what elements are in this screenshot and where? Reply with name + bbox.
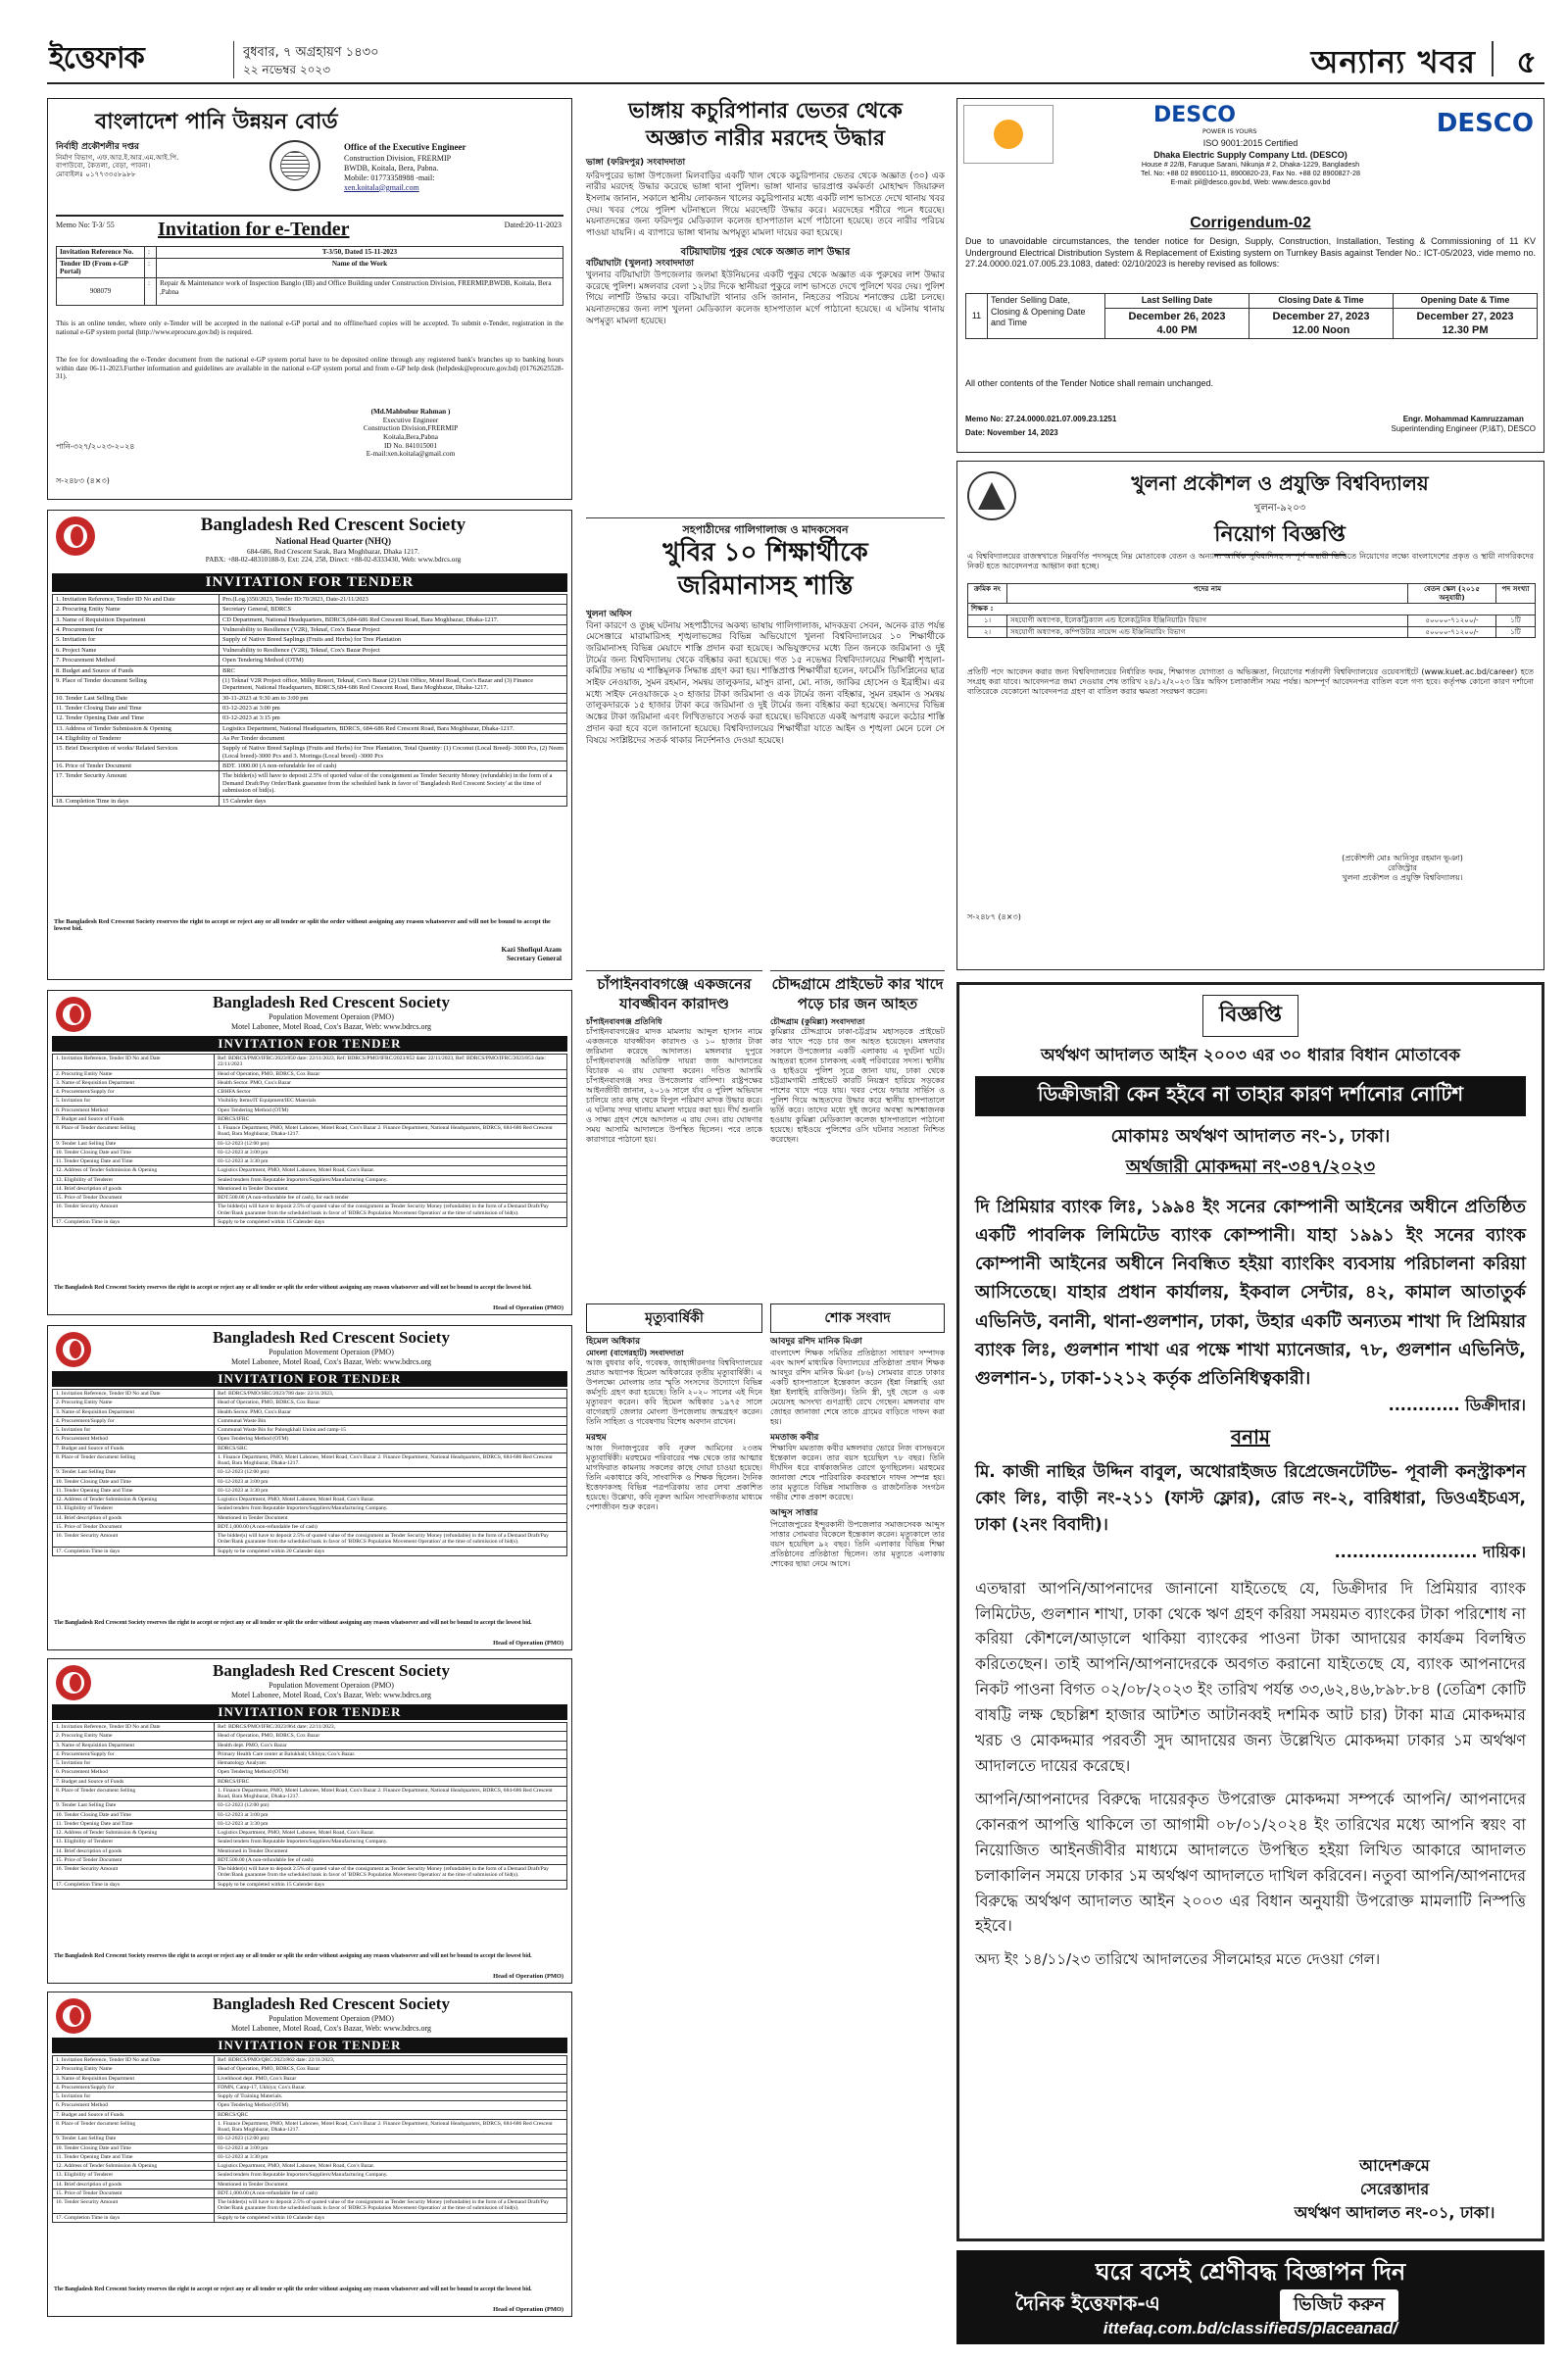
bwdb-dept-sub: নির্মাণ বিভাগ, এফ.আর.ই.আর.এম.আই.পি. <box>56 152 179 162</box>
pmo-table-row: 10. Tender Closing Date and Time 03-12-2023 at 3:00 pm <box>53 1148 567 1156</box>
pmo-table-row: 13. Eligibility of Tenderer Sealed tenders from Reputable Importers/Suppliers/Manufacturing Company. <box>53 1175 567 1184</box>
news-bhanga <box>586 98 945 510</box>
bwdb-addr-bn: বাপাউবো, কৈতলা, বেড়া, পাবনা। <box>56 161 151 171</box>
kuet-sign-title: রেজিস্ট্রার <box>1388 863 1417 872</box>
pmo-table <box>52 1389 567 1556</box>
desco-title: Corrigendum-02 <box>1190 215 1311 231</box>
classified-visit-button[interactable]: ভিজিট করুন <box>1280 2289 1398 2322</box>
bwdb-tender-ad <box>47 98 572 500</box>
pmo-sub: Population Movement Operaion (PMO) <box>269 1681 394 1690</box>
obit-body: বাংলাদেশ শিক্ষক সমিতির প্রতিষ্ঠাতা সাধারণ সম্পাদক এবং আদর্শ মাধ্যমিক বিদ্যালয়ের প্রতিষ্ঠাতা প্রধান শিক্ষক আবদুর রশিদ মানিক মিঞা (৮৬) সোমবার রাতে ঢাকার একটি হাসপাতালে ইন্তেকাল করেন (ইন্না লিল্লাহি ওয়া ইন্না ইলাইহি রাজিউন)। তিনি স্ত্রী, দুই ছেলে ও এক মেয়েসহ অসংখ্য গুণগ্রাহী রেখে গেছেন। মঙ্গলবার বাদ জোহর জানাজা শেষে তাকে গ্রামের বাড়িতে দাফন করা হয়। <box>770 1348 945 1426</box>
obituary <box>770 1303 945 2342</box>
brcs-logo <box>56 1665 91 1700</box>
bwdb-division: Construction Division, FRERMIP <box>344 153 452 163</box>
brcs-table <box>52 594 567 807</box>
pmo-table-row: 3. Name of Requisition Department Health dept. PMO, Cox's Bazar <box>53 1741 567 1749</box>
brcs-table-row: 9. Place of Tender document Selling (1) Teknaf V2R Project office, Milky Resort, Teknaf, Cox's Bazar (2) Unit Office, Motel Road, Cox's Bazar and (3) Finance Department, National Headquarters, BDRCS,684-686 Red Crescent Road, Bara Moghbazar, Dhaka-1217. <box>53 675 567 693</box>
pmo-table-row: 6. Procurement Method Open Tendering Method (OTM) <box>53 1768 567 1777</box>
brcs-table-row: 2. Procuring Entity Name Secretary General, BDRCS <box>53 605 567 615</box>
obit-name-1: আবদুর রশিদ মানিক মিঞা <box>770 1337 862 1347</box>
issue-date: বুধবার, ৭ অগ্রহায়ণ ১৪৩০ <box>243 45 379 60</box>
kuet-title: নিয়োগ বিজ্ঞপ্তি <box>1214 517 1346 556</box>
pmo-banner: INVITATION FOR TENDER <box>52 1704 567 1720</box>
pmo-table-row: 17. Completion Time in days Supply to be completed within 20 Calander days <box>53 1547 567 1555</box>
obit-name-2: মমতাজ কবীর <box>770 1432 819 1443</box>
pmo-table-row: 15. Price of Tender Document BDT.1,000.00 (A non-refundable fee of cash) <box>53 1522 567 1531</box>
pmo-table-row: 12. Address of Tender Submission & Opening Logistics Department, PMO, Motel Labonee, Motel Road, Cox's Bazar. <box>53 1829 567 1838</box>
brcs-table-row: 6. Project Name Vulnerability to Resilience (V2R), Teknaf, Cox's Bazar Project <box>53 645 567 655</box>
pmo-note: The Bangladesh Red Crescent Society reserves the right to accept or reject any or all tender or split the order without assigning any reason whatsoever and will not be bound to accept the lowest bid. <box>54 1620 532 1626</box>
death-anniversary <box>586 1303 762 2342</box>
desco-iso: ISO 9001:2015 Certified <box>1202 138 1298 148</box>
classified-banner[interactable] <box>956 2250 1544 2344</box>
brcs-logo <box>56 1998 91 2034</box>
news1-sub-headline: বটিয়াঘাটায় পুকুর থেকে অজ্ঞাত লাশ উদ্ধার <box>680 246 851 258</box>
kuet-size: স-২৪৮৭ (৪×৩) <box>967 912 1021 921</box>
pmo-table-row: 1. Invitation Reference, Tender ID No and Date Ref: BDRCS/PMO/SRC/2023/788 date: 22/11/2023, <box>53 1390 567 1399</box>
brcs-table-row: 3. Name of Requisition Department CD Department, National Headquarters, BDRCS,684-686 Red Crescent Road, Bara Moghbazar, Dhaka-1217. <box>53 615 567 624</box>
pmo-org: Bangladesh Red Crescent Society <box>213 1328 450 1347</box>
brcs-logo <box>56 516 95 556</box>
desco-brand: DESCO <box>1153 103 1236 127</box>
desco-left-logo <box>963 105 1054 164</box>
bwdb-size: স-২৪৮৩ (৪×৩) <box>56 476 110 485</box>
pmo-table-row: 7. Budget and Source of Funds BDRCS/IFRC <box>53 1777 567 1786</box>
brcs-sub: National Head Quarter (NHQ) <box>274 536 392 546</box>
pmo-table-row: 7. Budget and Source of Funds BDRCS/SRC <box>53 1444 567 1452</box>
bwdb-addr: BWDB, Koitala, Bera, Pabna. <box>344 163 439 172</box>
desco-sign-title: Superintending Engineer (P,I&T), DESCO <box>1391 424 1536 433</box>
pmo-table-row: 5. Invitation for Hematology Analyzer. <box>53 1759 567 1768</box>
obit-body-3: পিরোজপুরের ইন্দুরকানী উপজেলার সমাজসেবক আব্দুস সাত্তার সোমবার বিকেলে ইন্তেকাল করেন। মৃত্যুকালে তার বয়স হয়েছিল ৯২ বছর। তিনি এলাকার বিভিন্ন শিক্ষা প্রতিষ্ঠানের প্রতিষ্ঠাতা ছিলেন। তার মৃত্যুতে এলাকায় শোকের ছায়া নেমে আসে। <box>770 1520 945 1569</box>
death-anniv-name-2: মরহুম <box>586 1432 607 1443</box>
bwdb-heading: Invitation for e-Tender <box>158 219 350 240</box>
death-anniv-title: মৃত্যুবার্ষিকী <box>586 1303 762 1333</box>
brcs-pmo-tender-ad <box>47 1992 572 2317</box>
brcs-table-row: 18. Completion Time in days 15 Calender days <box>53 796 567 806</box>
court-tag: বিজ্ঞপ্তি <box>1202 995 1298 1037</box>
news3-headline: চাঁপাইনবাবগঞ্জে একজনের যাবজ্জীবন কারাদণ্ড <box>597 975 752 1012</box>
brcs-table-row: 12. Tender Opening Date and Time 03-12-2023 at 3:15 pm <box>53 713 567 723</box>
pmo-table-row: 5. Invitation for Communal Waste Bin for Palongkhali Union and camp-15 <box>53 1426 567 1435</box>
brcs-table-row: 13. Address of Tender Submission & Opening Logistics Department, National Headquarters, BDRCS, 684-686 Red Crescent Road, Bara Moghbazar, Dhaka-1217. <box>53 723 567 733</box>
court-sign-court: অর্থঋণ আদালত নং-০১, ঢাকা। <box>1294 2203 1495 2222</box>
brcs-nhq-tender-ad <box>47 510 572 980</box>
brcs-note: The Bangladesh Red Crescent Society reserves the right to accept or reject any or all tender or split the order without assigning any reason whatsoever and will not be bound to accept the lowest bid. <box>54 918 551 933</box>
pmo-table-row: 11. Tender Opening Date and Time 03-12-2023 at 3:30 pm <box>53 2152 567 2161</box>
pmo-addr: Motel Labonee, Motel Road, Cox's Bazar, Web: www.bdrcs.org <box>230 1022 432 1031</box>
pmo-table-row: 9. Tender Last Selling Date 03-12-2023 (12:00 pm) <box>53 1801 567 1810</box>
brcs-table-row: 8. Budget and Source of Funds BRC <box>53 665 567 675</box>
pmo-sub: Population Movement Operaion (PMO) <box>269 1348 394 1356</box>
brcs-table-row: 14. Eligibility of Tenderer As Per Tender document <box>53 734 567 744</box>
death-anniv-body: আজ বুধবার কবি, গবেষক, জাহাঙ্গীরনগর বিশ্ববিদ্যালয়ের প্রয়াত অধ্যাপক হিমেল অধিকারের তৃতীয় মৃত্যুবার্ষিকী। এ উপলক্ষ্যে মোংলায় তার স্মৃতি সংসদের উদ্যোগে বিভিন্ন কর্মসূচি গ্রহণ করা হয়েছে। তিনি ২০২০ সালের এই দিনে মৃত্যুবরণ করেন। কবি হিমেল অধিকার ১৯৭৫ সালে বাগেরহাট জেলার মোংলা উপজেলায় জন্মগ্রহণ করেন। তিনি সাহিত্য ও গবেষণায় বিশেষ অবদান রাখেন। <box>586 1357 762 1426</box>
pmo-table-row: 1. Invitation Reference, Tender ID No and Date Ref: BDRCS/PMO/IFRC/2023/864 date: 22/11/2023, <box>53 1723 567 1732</box>
paper-logo: ইত্তেফাক <box>49 41 144 75</box>
brcs-table-row: 16. Price of Tender Document BDT. 1000.00 (A non-refundable fee of cash) <box>53 762 567 771</box>
pmo-table-row: 16. Tender Security Amount The bidder(s) will have to deposit 2.5% of quoted value of the consignment as Tender Security Money (refundable) in the form of a Demand Draft/Pay Order/Bank guarantee from the scheduled bank in favor of 'BDRCS Population Movement Operation' at the time of submission of bid(s). <box>53 1532 567 1548</box>
pmo-note: The Bangladesh Red Crescent Society reserves the right to accept or reject any or all tender or split the order without assigning any reason whatsoever and will not be bound to accept the lowest bid. <box>54 1953 532 1959</box>
bwdb-title: বাংলাদেশ পানি উন্নয়ন বোর্ড <box>95 110 338 134</box>
court-decree-holder: ............ ডিক্রীদার। <box>1388 1396 1526 1415</box>
kuet-city: খুলনা-৯২০৩ <box>1253 503 1306 514</box>
pmo-table-row: 16. Tender Security Amount The bidder(s) will have to deposit 2.5% of quoted value of the consignment as Tender Security Money (refundable) in the form of a Demand Draft/Pay Order/Bank guarantee from the scheduled bank in favor of 'BDRCS Population Movement Operation' at the time of submission of bid(s). <box>53 1865 567 1881</box>
pmo-table-row: 8. Place of Tender document Selling 1. Finance Department, PMO, Motel Labonee, Motel Road, Cox's Bazar 2. Finance Department, National Headquarters, BDRCS, 684-686 Red Crescent Road, Bara Moghbazar, Dhaka-1217. <box>53 2119 567 2135</box>
brcs-pmo-tender-ad <box>47 990 572 1315</box>
pmo-table-row: 5. Invitation for Supply of Training Materials. <box>53 2092 567 2101</box>
pmo-table-row: 5. Invitation for Visibility Items/IT Equipment/IEC Materials <box>53 1097 567 1106</box>
brcs-logo <box>56 997 91 1032</box>
news4-headline: চৌদ্দগ্রামে প্রাইভেট কার খাদে পড়ে চার জন আহত <box>771 975 944 1012</box>
brcs-table-row: 10. Tender Last Selling Date 30-11-2023 at 9:30 am to 3:00 pm <box>53 693 567 703</box>
pmo-table <box>52 1054 567 1227</box>
pmo-sub: Population Movement Operaion (PMO) <box>269 2014 394 2023</box>
pmo-table-row: 17. Completion Time in days Supply to be completed within 10 Calander days <box>53 2213 567 2222</box>
desco-corrigendum-ad <box>956 98 1544 453</box>
pmo-note: The Bangladesh Red Crescent Society reserves the right to accept or reject any or all tender or split the order without assigning any reason whatsoever and will not be bound to accept the lowest bid. <box>54 1285 532 1291</box>
pmo-table-row: 15. Price of Tender Document BDT.500.00 (A non-refundable fee of cash) <box>53 1855 567 1864</box>
pmo-table-row: 13. Eligibility of Tenderer Sealed tenders from Reputable Importers/Suppliers/Manufacturing Company. <box>53 2171 567 2180</box>
desco-tag: POWER IS YOURS <box>1202 127 1257 135</box>
brcs-table-row: 4. Procurement for Vulnerability to Resilience (V2R), Teknaf, Cox's Bazar Project <box>53 625 567 635</box>
bwdb-ref-bn: পানি-৩২৭/২০২৩-২০২৪ <box>56 442 135 451</box>
pmo-table-row: 6. Procurement Method Open Tendering Method (OTM) <box>53 1106 567 1114</box>
pmo-table-row: 14. Brief description of goods Mentioned in Tender Document <box>53 1513 567 1522</box>
obit-body-2: শিক্ষাবিদ মমতাজ কবীর মঙ্গলবার ভোরে নিজ বাসভবনে ইন্তেকাল করেন। তার বয়স হয়েছিল ৭৮ বছর। তিনি দীর্ঘদিন ধরে বার্ধক্যজনিত রোগে ভুগছিলেন। মরহুমের জানাজা শেষে পারিবারিক কবরস্থানে দাফন সম্পন্ন হয়। তার মৃত্যুতে বিভিন্ন সামাজিক ও রাজনৈতিক সংগঠন গভীর শোক প্রকাশ করেছে। <box>770 1444 945 1502</box>
brcs-table-row: 7. Procurement Method Open Tendering Method (OTM) <box>53 656 567 665</box>
news2-body: বিনা কারণে ও তুচ্ছ ঘটনায় সহপাঠীদের অকথ্য ভাষায় গালিগালাজ, মাদকদ্রব্য সেবন, অনেক রাত পর্যন্ত মেসেঞ্জারে মারামারিসহ শৃঙ্খলাভঙ্গের বিভিন্ন অভিযোগে খুলনা বিশ্ববিদ্যালয়ের ১০ শিক্ষার্থীকে জরিমানাসহ বিভিন্ন মেয়াদে শাস্তি প্রদান করা হয়েছে। অভিযুক্তদের মধ্যে তিন জনকে জরিমানা ও দুই টার্মের জন্য বিশ্ববিদ্যালয় থেকে বহিষ্কার করা হয়েছে। গত ১৫ নভেম্বর বিশ্ববিদ্যালয়ের শিক্ষার্থী শৃঙ্খলা-কমিটির সভায় এ শাস্তিমূলক সিদ্ধান্ত গ্রহণ করা হয়। শাস্তিপ্রাপ্ত শিক্ষার্থীরা হলেন, ফার্মেসি ডিসিপ্লিনের ছাত্র সাইফ নেওয়াজ, সুমন রহমান, সমন্বয় তালুকদার, মাসুদ রানা, মো. নাজ, জাকির হোসেন ও ইব্রাহীম। এর মধ্যে সাইফ নেওয়াজকে ২০ হাজার টাকা জরিমানা ও এক টার্মের জন্য বহিষ্কার, সুমন রহমান ও সমন্বয় তালুকদারকে ১৫ হাজার টাকা করে জরিমানা ও দুই টার্মের জন্য বহিষ্কার করা হয়েছে। অন্যদের বিভিন্ন অঙ্কের টাকা জরিমানা এবং লিখিতভাবে সতর্ক করা হয়েছে। ভবিষ্যতে একই অপরাধ করলে কঠোর শাস্তি প্রদান করা হবে বলে জানানো হয়েছে। বিশ্ববিদ্যালয়ের শিক্ষার্থীরা যাতে আইন ও শৃঙ্খলা মেনে চলে সে বিষয়ে সংশ্লিষ্টদের সতর্ক থাকার নির্দেশনাও দেওয়া হয়েছে। <box>586 620 945 746</box>
brcs-sign-title: Secretary General <box>507 954 562 962</box>
news1-byline: ভাঙ্গা (ফরিদপুর) সংবাদদাতা <box>586 158 686 168</box>
pmo-sub: Population Movement Operaion (PMO) <box>269 1012 394 1021</box>
kuet-sign-org: খুলনা প্রকৌশল ও প্রযুক্তি বিশ্ববিদ্যালয়। <box>1342 873 1463 882</box>
pmo-table-row: 2. Procuring Entity Name Head of Operation, PMO, BDRCS, Cox Bazar <box>53 2065 567 2074</box>
news2-byline: খুলনা অফিস <box>586 609 632 619</box>
pmo-org: Bangladesh Red Crescent Society <box>213 993 450 1011</box>
pmo-table-row: 11. Tender Opening Date and Time 03-12-2023 at 3:30 pm <box>53 1157 567 1166</box>
pmo-table-row: 13. Eligibility of Tenderer Sealed tenders from Reputable Importers/Suppliers/Manufacturing Company. <box>53 1504 567 1513</box>
section-title: অন্যান্য খবর <box>1310 43 1476 80</box>
kuet-logo <box>967 471 1016 520</box>
desco-addr: House # 22/B, Faruque Sarani, Nikunja # 2, Dhaka-1229, Bangladesh <box>1141 160 1360 170</box>
brcs-table-row: 15. Brief Description of works/ Related Services Supply of Native Breed Saplings (Fruits and Herbs) for Tree Plantation, Total Quantity: (1) Coconut (Local Breed)- 3000 Pcs, (2) Neem (Local breed)-3000 Pcs and 3. Moringa (Local breed) -3000 Pcs <box>53 744 567 762</box>
bwdb-mobile: Mobile: 01773358988 -mail: <box>344 172 435 182</box>
pmo-table-row: 2. Procuring Entity Name Head of Operation, PMO, BDRCS, Cox Bazar <box>53 1732 567 1741</box>
brcs-table-row: 5. Invitation for Supply of Native Breed Saplings (Fruits and Herbs) for Tree Plantation <box>53 635 567 645</box>
pmo-table-row: 10. Tender Closing Date and Time 03-12-2023 at 3:00 pm <box>53 1810 567 1819</box>
pmo-table-row: 1. Invitation Reference, Tender ID No and Date Ref: BDRCS/PMO/IFRC/2023/850 date: 22/11/2023, Ref: BDRCS/PMO/IFRC/2023/852 date: 22/11/2023, Ref: BDRCS/PMO/IFRC/2023/853 date: 22/11/2023 <box>53 1055 567 1070</box>
pmo-table-row: 4. Procurement/Supply for Primary Health Care center at Balukhali; Ukhiya; Cox's Bazar. <box>53 1749 567 1758</box>
court-para-2: আপনি/আপনাদের বিরুদ্ধে দায়েরকৃত উপরোক্ত মোকদ্দমা সম্পর্কে আপনি/ আপনাদের কোনরূপ আপত্তি থাকিলে তা আগামী ০৮/০১/২০২৪ ইং তারিখের মধ্যে আপনি স্বয়ং বা নিয়োজিত আইনজীবীর মাধ্যমে আদালতে উপস্থিত হইয়া লিখিত আকারে আদালত চলাকালিন সময়ে ঢাকার ১ম অর্থঋণ আদালতে দাখিল করিবেন। নতুবা আপনি/আপনাদের বিরুদ্ধে অর্থঋণ আদালত আইন ২০০৩ এর বিধান অনুযায়ী উপরোক্ত মামলাটি নিস্পত্তি হইবে। <box>975 1789 1526 1936</box>
pmo-banner: INVITATION FOR TENDER <box>52 1371 567 1387</box>
brcs-table-row: 11. Tender Closing Date and Time 03-12-2023 at 3:00 pm <box>53 703 567 713</box>
pmo-sign: Head of Operation (PMO) <box>493 2306 564 2313</box>
pmo-table-row: 4. Procurement/Supply for CBHFA Sector <box>53 1088 567 1097</box>
pmo-table-row: 10. Tender Closing Date and Time 03-12-2023 at 3:00 pm <box>53 2143 567 2152</box>
news4-body: কুমিল্লার চৌদ্দগ্রামে ঢাকা-চট্টগ্রাম মহাসড়কে প্রাইভেট কার খাদে পড়ে চার জন আহত হয়েছেন। মঙ্গলবার সকালে উপজেলার একটি এলাকায় এ দুর্ঘটনা ঘটে। আহতরা হলেন চালকসহ একই পরিবারের সদস্য। স্থানীয় ও হাইওয়ে পুলিশ সূত্রে জানা যায়, ঢাকা থেকে চট্টগ্রামগামী প্রাইভেট কারটি নিয়ন্ত্রণ হারিয়ে সড়কের পাশের খাদে পড়ে যায়। খবর পেয়ে ফায়ার সার্ভিস ও পুলিশ গিয়ে আহতদের উদ্ধার করে স্থানীয় হাসপাতালে ভর্তি করে। তাদের মধ্যে দুই জনের অবস্থা আশঙ্কাজনক হওয়ায় কুমিল্লা মেডিক্যাল কলেজ হাসপাতালে পাঠানো হয়েছে। হাইওয়ে পুলিশের ওসি ঘটনার সত্যতা নিশ্চিত করেছেন। <box>770 1027 945 1144</box>
kuet-body: প্রতিটি পদে আবেদন করার জন্য বিশ্ববিদ্যালয়ের নির্ধারিত ফরম, শিক্ষাগত যোগ্যতা ও অভিজ্ঞতা, নিয়োগের শর্তাবলী বিশ্ববিদ্যালয়ের ওয়েবসাইটে (www.kuet.ac.bd/career) হতে সংগ্রহ করা যাবে। আবেদনপত্র জমা দেওয়ার শেষ তারিখ ২৪/১২/২০২৩ খ্রিঃ অফিস চলাকালীন সময় পর্যন্ত। অসম্পূর্ণ আবেদনপত্র বাতিল বলে গণ্য হবে। কর্তৃপক্ষ কোনো কারণ দর্শানো ব্যতিরেকে যেকোনো আবেদনপত্র গ্রহণ বা বাতিল করার ক্ষমতা সংরক্ষণ করেন। <box>967 667 1534 696</box>
news1-headline-2: অজ্ঞাত নারীর মরদেহ উদ্ধার <box>645 125 885 151</box>
pmo-table-row: 14. Brief description of goods Mentioned in Tender Document <box>53 2180 567 2189</box>
news3-byline: চাঁপাইনবাবগঞ্জ প্রতিনিধি <box>586 1017 662 1026</box>
pmo-table-row: 3. Name of Requisition Department Health Sector. PMO, Cox's Bazar <box>53 1078 567 1087</box>
kuet-intro: এ বিশ্ববিদ্যালয়ের রাজস্বখাতে নিম্নবর্ণিত পদসমূহে নিম্ন মোতাবেক বেতন ও অন্যান্য আর্থিক সুবিধাদিসহ সম্পূর্ণ অস্থায়ী ভিত্তিতে নিয়োগের লক্ষ্যে বাংলাদেশের প্রকৃত ও স্থায়ী নাগরিকদের নিকট হতে আবেদনপত্র আহ্বান করা হচ্ছে। <box>967 552 1534 570</box>
pmo-table-row: 16. Tender Security Amount The bidder(s) will have to deposit 2.5% of quoted value of the consignment as Tender Security Money (refundable) in the form of a Demand Draft/Pay Order/Bank guarantee from the scheduled bank in favor of 'BDRCS Population Movement Operation' at the time of submission of bid(s). <box>53 1203 567 1218</box>
brcs-pmo-tender-ad <box>47 1658 572 1984</box>
pmo-table-row: 11. Tender Opening Date and Time 03-12-2023 at 3:30 pm <box>53 1819 567 1828</box>
brcs-table-row: 17. Tender Security Amount The bidder(s) will have to deposit 2.5% of quoted value of the consignment as Tender Security Money (refundable) in the form of a Demand Draft/Pay Order/Bank guarantee from the scheduled bank in favor of 'Bangladesh Red Crescent Society' at the time of submission of bid(s). <box>53 771 567 796</box>
pmo-table-row: 12. Address of Tender Submission & Opening Logistics Department, PMO, Motel Labonee, Motel Road, Cox's Bazar. <box>53 1166 567 1175</box>
pmo-org: Bangladesh Red Crescent Society <box>213 1661 450 1680</box>
desco-body: Due to unavoidable circumstances, the tender notice for Design, Supply, Construction, Installation, Testing & Commissioning of 11 KV Underground Electrical Distribution System & Replacement of Existing system on Turnkey Basis against Tender No.: ICT-05/2023, vide memo no. 27.24.0000.021.07.005.23.1083, dated: 02/10/2023 is hereby revised as follows: <box>965 236 1536 270</box>
court-defendant: মি. কাজী নাছির উদ্দিন বাবুল, অথোরাইজড রিপ্রেজেনটেটিভ- পূবালী কনস্ট্রাকশন কোং লিঃ, বাড়ী নং-২১১ (ফাস্ট ফ্লোর), রোড নং-২, বারিধারা, ডিওএইচএস, ঢাকা (২নং বিবাদী)। <box>975 1462 1526 1536</box>
court-plaintiff: দি প্রিমিয়ার ব্যাংক লিঃ, ১৯৯৪ ইং সনের কোম্পানী আইনের অধীনে প্রতিষ্ঠিত একটি পাবলিক লিমিটেড ব্যাংক কোম্পানী। যাহা ১৯৯১ ইং সনের ব্যাংক কোম্পানী আইনের অধীনে নিবন্ধিত হইয়া ব্যাংকিং ব্যবসায় পরিচালনা করিয়া আসিতেছে। যাহার প্রধান কার্যালয়, ইকবাল সেন্টার, ৪২, কামাল আতাতুর্ক এভিনিউ, বনানী, থানা-গুলশান, ঢাকা, উহার একটি অন্যতম শাখা দি প্রিমিয়ার ব্যাংক লিঃ, গুলশান শাখা এর পক্ষে শাখা ম্যানেজার, ৭৮, গুলশান এভিনিউ, গুলশান-১, ঢাকা-১২১২ কর্তৃক প্রতিনিধিত্বকারী। <box>975 1197 1526 1389</box>
pmo-table-row: 8. Place of Tender document Selling 1. Finance Department, PMO, Motel Labonee, Motel Road, Cox's Bazar 2. Finance Department, National Headquarters, BDRCS, 684-686 Red Crescent Road, Bara Moghbazar, Dhaka-1217. <box>53 1786 567 1801</box>
brcs-banner: INVITATION FOR TENDER <box>52 573 567 592</box>
bwdb-memo: Memo No: T-3/ 55 <box>56 221 115 229</box>
classified-line-1: ঘরে বসেই শ্রেণীবদ্ধ বিজ্ঞাপন দিন <box>1095 2258 1406 2286</box>
bwdb-para-1: This is an online tender, where only e-Tender will be accepted in the national e-GP portal and no offline/hard copies will be accepted. To submit e-Tender, registration in the national e-GP system portal (http://www.eprocure.gov.bd) is required. <box>56 320 564 336</box>
bwdb-email[interactable]: xen.koitala@gmail.com <box>344 182 419 192</box>
pmo-table-row: 2. Procuring Entity Name Head of Operation, PMO, BDRCS, Cox Bazar <box>53 1069 567 1078</box>
pmo-table-row: 9. Tender Last Selling Date 03-12-2023 (12:00 pm) <box>53 1139 567 1148</box>
desco-tel: Tel. No: +88 02 8900110-11, 8900820-23, Fax No. +88 02 8900827-28 <box>1141 169 1360 178</box>
pmo-banner: INVITATION FOR TENDER <box>52 1036 567 1052</box>
pmo-table-row: 16. Tender Security Amount The bidder(s) will have to deposit 2.5% of quoted value of the consignment as Tender Security Money (refundable) in the form of a Demand Draft/Pay Order/Bank guarantee from the scheduled bank in favor of 'BDRCS Population Movement Operation' at the time of submission of bid(s). <box>53 2198 567 2214</box>
desco-table: 11 Tender Selling Date, Closing & Opening Date and Time Last Selling Date Closing Date & Time Opening Date & Time December 26, 2023 4.00 PM December 27, 2023 12.00 Noon December 27, 2023 12.30 PM <box>965 293 1538 339</box>
page-number: ৫ <box>1516 43 1537 80</box>
brcs-logo <box>56 1332 91 1367</box>
classified-url[interactable]: ittefaq.com.bd/classifieds/placeanad/ <box>1102 2319 1398 2337</box>
pmo-table-row: 4. Procurement/Supply for Communal Waste Bin <box>53 1416 567 1425</box>
pmo-note: The Bangladesh Red Crescent Society reserves the right to accept or reject any or all tender or split the order without assigning any reason whatsoever and will not be bound to accept the lowest bid. <box>54 2287 532 2292</box>
death-anniv-name-1: হিমেল অধিকার <box>586 1337 641 1347</box>
pmo-table-row: 10. Tender Closing Date and Time 03-12-2023 at 3:00 pm <box>53 1477 567 1486</box>
court-sign-order: আদেশক্রমে <box>1359 2156 1430 2175</box>
pmo-addr: Motel Labonee, Motel Road, Cox's Bazar, Web: www.bdrcs.org <box>230 1691 432 1699</box>
pmo-table-row: 14. Brief description of goods Mentioned in Tender Document <box>53 1846 567 1855</box>
news3-body: চাঁপাইনবাবগঞ্জের মাদক মামলায় আব্দুল হাসান নামে একজনকে যাবজ্জীবন কারাদণ্ড ও ১০ হাজার টাকা জরিমানা করেছে আদালত। মঙ্গলবার দুপুরে চাঁপাইনবাবগঞ্জ অতিরিক্ত দায়রা জজ আদালতের বিচারক এ রায় ঘোষণা করেন। দণ্ডিত আসামি চাঁপাইনবাবগঞ্জ সদর উপজেলার বাসিন্দা। রাষ্ট্রপক্ষের আইনজীবী জানান, ২০১৬ সালে র্যাব ও পুলিশ অভিযান চালিয়ে তার কাছ থেকে বিপুল পরিমাণ মাদক উদ্ধার করে। এ ঘটনায় সদর থানায় মামলা দায়ের করা হয়। দীর্ঘ শুনানি ও সাক্ষ্য গ্রহণ শেষে আদালত এ রায় দেন। রায় ঘোষণার সময় আসামি আদালতে উপস্থিত ছিলেন। পরে তাকে কারাগারে পাঠানো হয়। <box>586 1027 762 1144</box>
desco-right-logo: DESCO <box>1436 109 1534 138</box>
pmo-table-row: 1. Invitation Reference, Tender ID No and Date Ref: BDRCS/PMO/QRC/2023/862 date: 22/11/2023, <box>53 2056 567 2065</box>
pmo-table-row: 6. Procurement Method Open Tendering Method (OTM) <box>53 1435 567 1444</box>
news1-body: ফরিদপুরের ভাঙ্গা উপজেলা মিলবাড়ির একটি খাল থেকে কচুরিপানার ভেতর থেকে অজ্ঞাত (৩০) এক নারীর মরদেহ উদ্ধার করেছে ভাঙ্গা থানা পুলিশ। ভাঙ্গা থানার ভারপ্রাপ্ত কর্মকর্তা মোহাম্মদ জিয়ারুল ইসলাম জানান, সকালে স্থানীয় লোকজন খালের কচুরিপানার মধ্যে একটি লাশ ভাসতে দেখে থানায় খবর দেয়। খবর পেয়ে পুলিশ ঘটনাস্থলে গিয়ে মরদেহটি উদ্ধার করে। মরদেহের শরীরে পচন ধরেছে। ময়নাতদন্তের জন্য ফরিদপুর মেডিক্যাল কলেজ হাসপাতাল মর্গে পাঠানো হয়েছে। তবে নারীর পরিচয় পাওয়া যায়নি। এ ব্যাপারে ভাঙ্গা থানায় অপমৃত্যু মামলা দায়ের করা হয়েছে। <box>586 171 945 239</box>
pmo-addr: Motel Labonee, Motel Road, Cox's Bazar, Web: www.bdrcs.org <box>230 2024 432 2033</box>
pmo-table-row: 17. Completion Time in days Supply to be completed within 15 Calender days <box>53 1217 567 1226</box>
pmo-table-row: 7. Budget and Source of Funds BDRCS/QRC <box>53 2110 567 2119</box>
court-name: মোকামঃ অর্থঋণ আদালত নং-১, ঢাকা। <box>1110 1126 1391 1147</box>
pmo-table-row: 13. Eligibility of Tenderer Sealed tenders from Reputable Importers/Suppliers/Manufacturing Company. <box>53 1838 567 1846</box>
bwdb-phone-bn: মোবাইলঃ ০১৭৭৩৩৫৮৯৮৮ <box>56 169 136 178</box>
news4-byline: চৌদ্দগ্রাম (কুমিল্লা) সংবাদদাতা <box>770 1017 865 1026</box>
desco-memo: Memo No: 27.24.0000.021.07.009.23.1251 <box>965 415 1117 423</box>
brcs-pmo-tender-ad <box>47 1325 572 1650</box>
desco-sign-name: Engr. Mohammad Kamruzzaman <box>1402 415 1524 423</box>
kuet-table: ক্রমিক নং পদের নাম বেতন স্কেল (২০১৫ অনুযায়ী) পদ সংখ্যা শিক্ষক : ১। সহযোগী অধ্যাপক, ইলেকট্রিক্যাল এন্ড ইলেকট্রনিক ইঞ্জিনিয়ারিং বিভাগ ৫০০০০-৭১২০০/- ১টি ২। সহযোগী অধ্যাপক, কম্পিউটার সায়েন্স এন্ড ইঞ্জিনিয়ারিং বিভাগ ৫০০০০-৭১২০০/- ১টি <box>967 583 1536 638</box>
pmo-table-row: 2. Procuring Entity Name Head of Operation, PMO, BDRCS, Cox Bazar <box>53 1399 567 1407</box>
court-law: অর্থঋণ আদালত আইন ২০০৩ এর ৩০ ধারার বিধান মোতাবেক <box>1040 1046 1461 1065</box>
court-para-3: অদ্য ইং ১৪/১১/২৩ তারিখে আদালতের সীলমোহর মতে দেওয়া গেল। <box>975 1950 1381 1969</box>
pmo-table-row: 17. Completion Time in days Supply to be completed within 15 Calender days <box>53 1880 567 1889</box>
classified-line-2: দৈনিক ইত্তেফাক-এ <box>1015 2291 1160 2315</box>
news-kuet <box>586 517 945 959</box>
bwdb-signature: (Md.Mahbubur Rahman ) Executive Engineer Construction Division,FRERMIP Koitala,Bera,Pabna ID No. 841015001 E-mail:xen.koitala@gmail.com <box>363 408 459 459</box>
bwdb-dated: Dated:20-11-2023 <box>504 221 562 229</box>
pmo-table <box>52 2055 567 2223</box>
pmo-sign: Head of Operation (PMO) <box>493 1973 564 1980</box>
pmo-table-row: 8. Place of Tender document Selling 1. Finance Department, PMO, Motel Labonee, Motel Road, Cox's Bazar 2. Finance Department, National Headquarters, BDRCS, 684-686 Red Crescent Road, Bara Moghbazar, Dhaka-1217. <box>53 1452 567 1468</box>
brcs-sign-name: Kazi Shofiqul Azam <box>501 946 562 954</box>
desco-date: Date: November 14, 2023 <box>965 428 1058 437</box>
desco-company: Dhaka Electric Supply Company Ltd. (DESCO) <box>1153 149 1348 160</box>
obit-name-3: আব্দুস সাত্তার <box>770 1508 818 1519</box>
court-versus: বনাম <box>1231 1425 1270 1450</box>
brcs-addr: 684-686, Red Crescent Sarak, Bara Moghbazar, Dhaka 1217. <box>247 547 419 556</box>
news2-kicker: সহপাঠীদের গালিগালাজ ও মাদকসেবন <box>682 523 849 536</box>
pmo-table-row: 9. Tender Last Selling Date 03-12-2023 (12:00 pm) <box>53 2135 567 2143</box>
bwdb-table: Invitation Reference No. : T-3/50, Dated 15-11-2023 Tender ID (From e-GP Portal) : Name of the Work 908079 : Repair & Maintenance work of Inspection Banglo (IB) and Office Building under Construction Division, FRERMIP,BWDB, Koitala, Bera ,Pabna <box>56 246 564 306</box>
news-chapai <box>586 970 762 1294</box>
news-chouddagram <box>770 970 945 1294</box>
court-banner: ডিক্রীজারী কেন হইবে না তাহার কারণ দর্শানোর নোটিশ <box>975 1076 1526 1116</box>
brcs-pabx: PABX: +88-02-48310188-9, Ext: 224, 258, Direct: +88-02-8333430, Web: www.bdrcs.org <box>205 556 462 565</box>
kuet-sign-name: (প্রকৌশলী মোঃ আনিসুর রহমান ভূঞা) <box>1342 854 1463 862</box>
pmo-table-row: 11. Tender Opening Date and Time 03-12-2023 at 3:30 pm <box>53 1486 567 1495</box>
pmo-table-row: 6. Procurement Method Open Tendering Method (OTM) <box>53 2101 567 2110</box>
kuet-name: খুলনা প্রকৌশল ও প্রযুক্তি বিশ্ববিদ্যালয় <box>1131 471 1429 495</box>
pmo-table-row: 3. Name of Requisition Department Livelihood dept. PMO, Cox's Bazar <box>53 2074 567 2083</box>
pmo-table-row: 15. Price of Tender Document BDT.500.00 (A non-refundable fee of cash), for each tender <box>53 1194 567 1203</box>
kuet-recruitment-ad <box>956 461 1544 970</box>
pmo-sign: Head of Operation (PMO) <box>493 1640 564 1647</box>
desco-email: E-mail: pil@desco.gov.bd, Web: www.desco.gov.bd <box>1170 176 1331 186</box>
pmo-table-row: 12. Address of Tender Submission & Opening Logistics Department, PMO, Motel Labonee, Motel Road, Cox's Bazar. <box>53 2162 567 2171</box>
court-para-1: এতদ্বারা আপনি/আপনাদের জানানো যাইতেছে যে, ডিক্রীদার দি প্রিমিয়ার ব্যাংক লিমিটেড, গুলশান শাখা, ঢাকা থেকে ঋণ গ্রহণ করিয়া সময়মত ব্যাংকের টাকা পরিশোধ না করিয়া কৌশলে/আড়ালে থাকিয়া ব্যাংকের পাওনা টাকা আদায়ের কার্যক্রম বিলম্বিত করিতেছেন। তাই আপনি/আপনাদেরকে অবগত করানো যাইতেছে যে, ব্যাংক আপনাদের নিকট পাওনা বিগত ০২/০৮/২০২৩ ইং তারিখ পর্যন্ত ৩৩,৬২,৪৬,৮৯৮.৮৪ (তেত্রিশ কোটি বাষট্টি লক্ষ ছেচল্লিশ হাজার আটশত আটানব্বই দশমিক আট চার) টাকা মাত্র মোকদ্দমার খরচ ও মোকদ্দমার পরবর্তী সুদ আদায়ের জন্য উল্লেখিত মোকদ্দমা ঢাকার ১ম অর্থঋণ আদালতে দায়ের করেছে। <box>975 1578 1526 1775</box>
news1-headline-1: ভাঙ্গায় কচুরিপানার ভেতর থেকে <box>628 99 903 123</box>
pmo-table-row: 15. Price of Tender Document BDT.1,000.00 (A non-refundable fee of cash) <box>53 2189 567 2197</box>
pmo-table-row: 14. Brief description of goods Mentioned in Tender Document <box>53 1184 567 1193</box>
brcs-org: Bangladesh Red Crescent Society <box>200 515 466 535</box>
desco-note: All other contents of the Tender Notice shall remain unchanged. <box>965 378 1213 388</box>
bwdb-office: Office of the Executive Engineer <box>344 142 466 152</box>
pmo-table-row: 12. Address of Tender Submission & Opening Logistics Department, PMO, Motel Labonee, Motel Road, Cox's Bazar. <box>53 1496 567 1504</box>
news1-byline-2: বটিয়াঘাটা (খুলনা) সংবাদদাতা <box>586 259 695 270</box>
court-sign-title: সেরেস্তাদার <box>1359 2180 1430 2198</box>
news2-headline-2: জরিমানাসহ শাস্তি <box>677 571 854 602</box>
death-anniv-byline: মোংলা (বাগেরহাট) সংবাদদাতা <box>586 1348 684 1357</box>
pmo-table-row: 9. Tender Last Selling Date 03-12-2023 (12:00 pm) <box>53 1468 567 1477</box>
bwdb-para-2: The fee for downloading the e-Tender document from the national e-GP system portal have to be deposited online through any registered bank's branches up to banking hours within date 06-11-2023.Further information and guidelines are available in the national e-GP system portal and from e-GP help desk (helpdesk@eprocure.gov.bd) (01762625528-31). <box>56 356 564 381</box>
court-notice-ad <box>956 982 1544 2241</box>
death-anniv-body-2: আজ দিনাজপুরের কবি নূরুল আমিনের ২৩তম মৃত্যুবার্ষিকী। মরহুমের পরিবারের পক্ষ থেকে তার আত্মার মাগফিরাত কামনায় সকলের কাছে দোয়া চাওয়া হয়েছে। তিনি একাধারে কবি, সাংবাদিক ও শিক্ষক ছিলেন। দৈনিক ইত্তেফাকসহ বিভিন্ন পত্রপত্রিকায় তার লেখা প্রকাশিত হয়েছে। উল্লেখ্য, কবি নূরুল আমিন সাংবাদিকতার মাধ্যমে পেশাজীবন শুরু করেন। <box>586 1444 762 1512</box>
obit-title: শোক সংবাদ <box>770 1303 945 1333</box>
pmo-org: Bangladesh Red Crescent Society <box>213 1994 450 2013</box>
news1-body-2: খুলনার বটিয়াঘাটা উপজেলার জলমা ইউনিয়নের একটি পুকুর থেকে অজ্ঞাত এক পুরুষের লাশ উদ্ধার করেছে পুলিশ। মঙ্গলবার বেলা ১২টার দিকে স্থানীয়রা পুকুরে লাশ ভাসতে দেখে পুলিশে খবর দেয়। পুলিশ গিয়ে লাশটি উদ্ধার করে। বটিয়াঘাটা থানার ওসি জানান, নিহতের পরিচয় শনাক্তের চেষ্টা চলছে। ময়নাতদন্তের জন্য লাশ খুলনা মেডিক্যাল কলেজ হাসপাতাল মর্গে পাঠানো হয়েছে। এ ঘটনায় থানায় অপমৃত্যু মামলা হয়েছে। <box>586 271 945 326</box>
masthead <box>47 37 1544 84</box>
pmo-table-row: 8. Place of Tender document Selling 1. Finance Department, PMO, Motel Labonee, Motel Road, Cox's Bazar 2. Finance Department, National Headquarters, BDRCS, 684-686 Red Crescent Road, Bara Moghbazar, Dhaka-1217. <box>53 1124 567 1140</box>
bwdb-dept: নির্বাহী প্রকৌশলীর দপ্তর <box>56 142 139 152</box>
pmo-table-row: 7. Budget and Source of Funds BDRCS/IFRC <box>53 1114 567 1123</box>
court-case: অর্থজারী মোকদ্দমা নং-৩৪৭/২০২৩ <box>1125 1156 1376 1177</box>
brcs-table-row: 1. Invitation Reference, Tender ID No and Date Pro.(Log.)350/2023, Tender ID:70/2023, Date-21/11/2023 <box>53 595 567 605</box>
issue-date-en: ২২ নভেম্বর ২০২৩ <box>243 63 331 76</box>
pmo-sign: Head of Operation (PMO) <box>493 1304 564 1311</box>
bwdb-emblem <box>270 140 320 191</box>
pmo-table <box>52 1722 567 1890</box>
pmo-table-row: 4. Procurement/Supply for FDMN, Camp-17, Ukhiya; Cox's Bazar. <box>53 2083 567 2091</box>
pmo-banner: INVITATION FOR TENDER <box>52 2038 567 2053</box>
pmo-addr: Motel Labonee, Motel Road, Cox's Bazar, Web: www.bdrcs.org <box>230 1357 432 1366</box>
news2-headline-1: খুবির ১০ শিক্ষার্থীকে <box>662 538 868 568</box>
pmo-table-row: 3. Name of Requisition Department Health Sector. PMO, Cox's Bazar <box>53 1407 567 1416</box>
court-debtor: ........................ দায়িক। <box>1334 1542 1526 1561</box>
